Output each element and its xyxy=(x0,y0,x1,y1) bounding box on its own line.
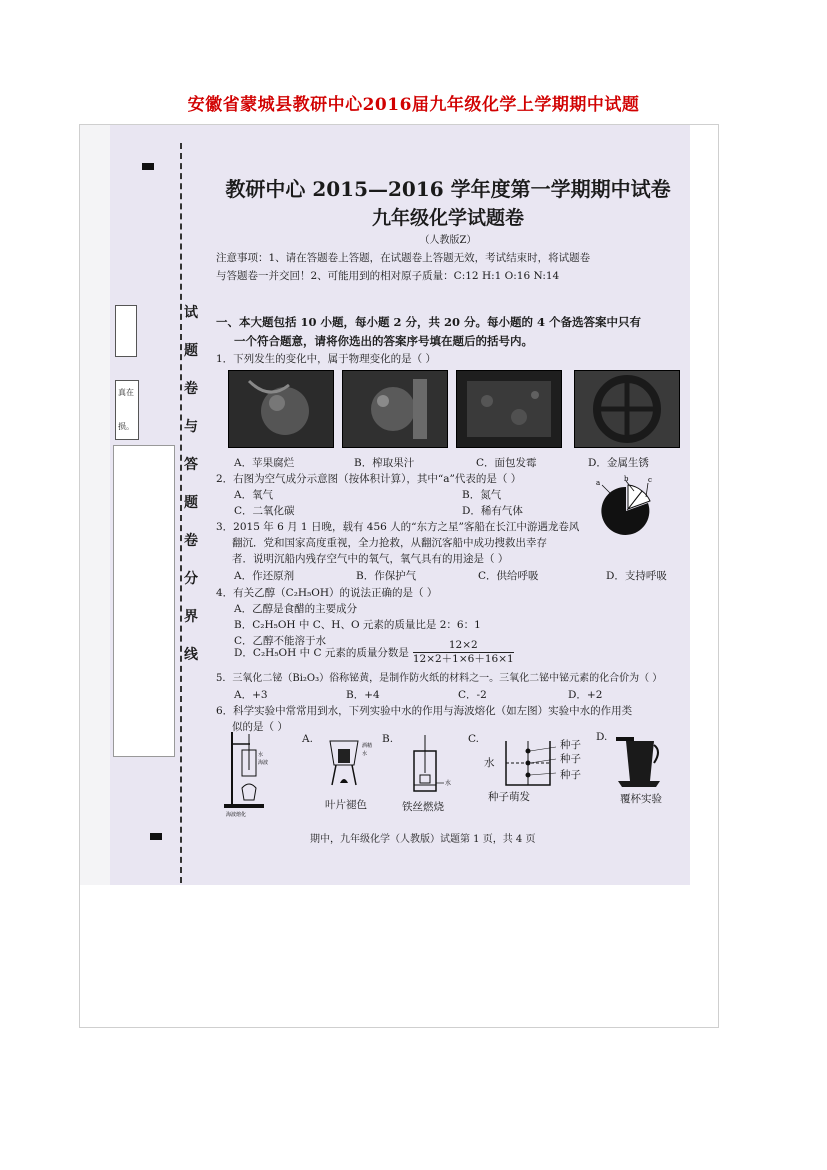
option-a: A．作还原剂 xyxy=(234,570,295,582)
fig-letter-b: B. xyxy=(382,733,394,745)
exam-title: 教研中心 2015—2016 学年度第一学期期中试卷 xyxy=(225,177,671,201)
question-2-stem: 2．右图为空气成分示意图（按体积计算），其中“a”代表的是（ ） xyxy=(216,473,522,485)
side-box xyxy=(115,305,137,357)
question-2-options xyxy=(234,503,523,518)
question-3-options xyxy=(234,568,667,583)
cut-line-char: 试 xyxy=(184,300,198,324)
option-d: D．C₂H₅OH 中 C 元素的质量分数是 xyxy=(234,647,409,659)
figure-iron-burning xyxy=(400,733,456,795)
cut-line-char: 线 xyxy=(184,642,198,666)
option-b: B．+4 xyxy=(346,689,380,701)
fig-caption-a: 叶片褪色 xyxy=(325,799,367,811)
exam-edition: （人教版Z） xyxy=(419,235,477,246)
paper-margin xyxy=(80,125,110,885)
question-3-line: 3．2015 年 6 月 1 日晚，载有 456 人的“东方之星”客船在长江中游遇龙卷风 xyxy=(216,521,580,533)
notice-line: 注意事项：1、请在答题卷上答题，在试题卷上答题无效，考试结束时，将试题卷 xyxy=(216,252,591,264)
option-b: B．榨取果汁 xyxy=(354,457,415,469)
side-box xyxy=(115,380,139,440)
side-box xyxy=(113,445,175,757)
water-label: 水 xyxy=(484,757,495,769)
option-d: D．稀有气体 xyxy=(462,505,523,517)
side-box-text: 真在 xyxy=(118,388,134,397)
option-a: A．氧气 xyxy=(234,489,274,501)
question-4-stem: 4．有关乙醇（C₂H₅OH）的说法正确的是（ ） xyxy=(216,587,438,599)
notice xyxy=(216,249,681,285)
cut-line-char: 题 xyxy=(184,338,198,362)
option-c: C．二氧化碳 xyxy=(234,505,295,517)
question-5-options xyxy=(234,687,602,702)
option-c: C．供给呼吸 xyxy=(478,570,539,582)
fig-letter-a: A. xyxy=(302,733,313,745)
fig-small-label: 水 xyxy=(258,752,264,758)
left-fig-caption: 海波熔化 xyxy=(226,812,247,818)
figure-melting xyxy=(220,730,280,818)
question-6-line: 6．科学实验中常常用到水，下列实验中水的作用与海波熔化（如左图）实验中水的作用类 xyxy=(216,705,633,717)
option-b: B．作保护气 xyxy=(356,570,417,582)
photo-juicer xyxy=(342,370,448,448)
photo-moldy-bread xyxy=(456,370,562,448)
figure-inverted-cup xyxy=(614,731,664,789)
option-a: A．乙醇是食醋的主要成分 xyxy=(234,603,358,615)
cut-line-char: 与 xyxy=(184,414,198,438)
seed-label: 种子 xyxy=(560,769,581,781)
exam-subtitle: 九年级化学试题卷 xyxy=(371,207,524,229)
document-title: 安徽省蒙城县教研中心2016届九年级化学上学期期中试题 xyxy=(187,95,640,115)
question-6-line: 似的是（ ） xyxy=(232,721,288,733)
registration-mark xyxy=(150,833,162,840)
fig-caption-c: 种子萌发 xyxy=(488,791,530,803)
question-2-options xyxy=(234,487,501,502)
fig-letter-d: D. xyxy=(596,731,608,743)
section-line: 一个符合题意，请将你选出的答案序号填在题后的括号内。 xyxy=(234,334,533,348)
photo-rusty-wheel xyxy=(574,370,680,448)
photo-apple xyxy=(228,370,334,448)
fraction-denominator: 12×2＋1×6＋16×1 xyxy=(412,653,514,665)
scanned-exam-page xyxy=(80,125,718,1027)
cut-line-char: 界 xyxy=(184,604,198,628)
question-5-stem: 5．三氧化二铋（Bi₂O₃）俗称铋黄，是制作防火纸的材料之一。三氧化二铋中铋元素的化合价为（ ） xyxy=(216,673,663,684)
option-d: D．支持呼吸 xyxy=(606,570,667,582)
page-footer: 期中，九年级化学（人教版）试题第 1 页，共 4 页 xyxy=(310,834,536,845)
cut-line-char: 答 xyxy=(184,452,198,476)
seed-label: 种子 xyxy=(560,739,581,751)
fig-letter-c: C. xyxy=(468,733,479,745)
question-3-line: 翻沉．党和国家高度重视，全力抢救，从翻沉客船中成功搜救出幸存 xyxy=(232,537,547,549)
option-a: A．苹果腐烂 xyxy=(234,457,295,469)
fraction-numerator: 12×2 xyxy=(413,639,514,653)
pie-label-c: c xyxy=(648,476,652,484)
fig-small-label: 酒精 xyxy=(362,743,373,749)
mass-fraction xyxy=(413,639,514,666)
cut-line-label xyxy=(180,300,202,666)
option-d: D．金属生锈 xyxy=(588,457,649,469)
cut-line-char: 卷 xyxy=(184,376,198,400)
fig-caption-d: 覆杯实验 xyxy=(620,793,662,805)
option-a: A．+3 xyxy=(234,689,268,701)
figure-leaf-decolor xyxy=(320,735,380,793)
fig-small-label: 水 xyxy=(445,780,452,787)
cut-line-char: 分 xyxy=(184,566,198,590)
question-3-line: 者．说明沉船内残存空气中的氧气，氧气具有的用途是（ ） xyxy=(232,553,509,565)
side-box-text: 损。 xyxy=(118,422,134,431)
question-1-stem: 1．下列发生的变化中，属于物理变化的是（ ） xyxy=(216,353,437,365)
cut-line-char: 题 xyxy=(184,490,198,514)
question-3-stem xyxy=(216,519,686,567)
notice-line: 与答题卷一并交回！2、可能用到的相对原子质量：C:12 H:1 O:16 N:14 xyxy=(216,270,560,282)
figure-seed-germination xyxy=(500,737,560,789)
section-line: 一、本大题包括 10 小题，每小题 2 分，共 20 分。每小题的 4 个备选答案中只有 xyxy=(216,315,642,329)
option-d: D．+2 xyxy=(568,689,603,701)
option-b: B．氮气 xyxy=(462,489,502,501)
pie-label-a: a xyxy=(596,479,601,487)
section-heading xyxy=(216,313,681,351)
option-b: B．C₂H₅OH 中 C、H、O 元素的质量比是 2：6：1 xyxy=(234,619,481,631)
option-c: C．乙醇不能溶于水 xyxy=(234,635,327,647)
question-4-option-d xyxy=(234,639,514,666)
fig-small-label: 水 xyxy=(362,751,368,757)
option-c: C．面包发霉 xyxy=(476,457,537,469)
pie-label-b: b xyxy=(624,475,629,483)
registration-mark xyxy=(142,163,154,170)
option-c: C．-2 xyxy=(458,689,487,701)
question-1-options xyxy=(234,455,649,470)
fig-small-label: 海波 xyxy=(258,760,269,766)
seed-label: 种子 xyxy=(560,753,581,765)
fig-caption-b: 铁丝燃烧 xyxy=(402,801,444,813)
cut-line-char: 卷 xyxy=(184,528,198,552)
